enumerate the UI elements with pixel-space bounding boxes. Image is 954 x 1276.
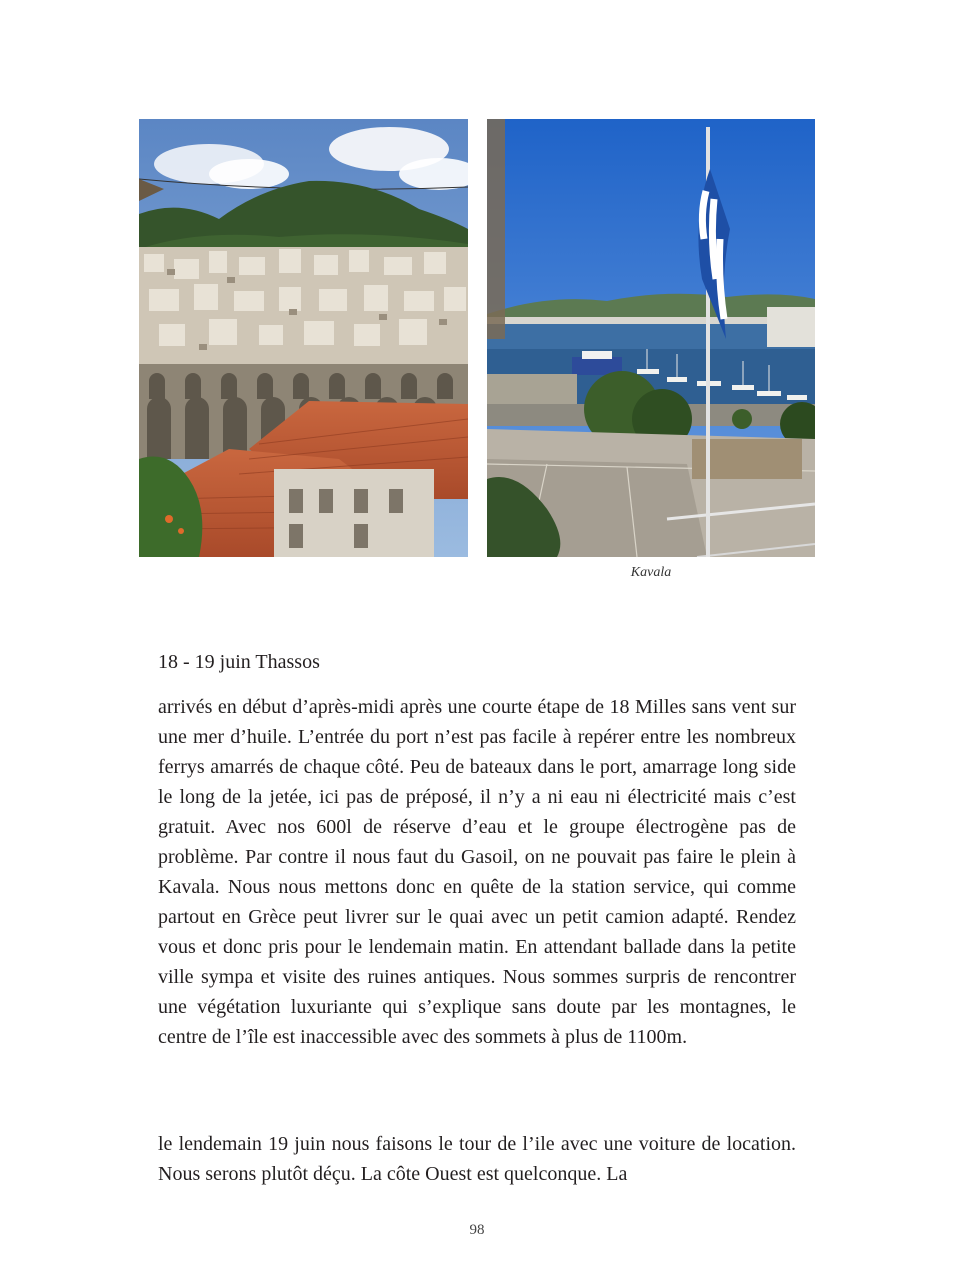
kavala-town-photo <box>139 119 468 557</box>
kavala-town-image <box>139 119 468 557</box>
kavala-port-image <box>487 119 815 557</box>
page-number: 98 <box>469 1222 485 1238</box>
kavala-port-photo <box>487 119 815 557</box>
body-paragraph-1: arrivés en début d’après-midi après une courte étape de 18 Milles sans vent sur une mer d’huile. L’entrée du port n’est pas facile à repérer entre les nombreux ferrys amarrés de chaque côté. Peu de bateaux dans le port, amarrage long side le long de la jetée, ici pas de préposé, il n’y a ni eau ni électricité mais c’est gratuit. Avec nos 600l de réserve d’eau et le groupe électrogène pas de problème. Par contre il nous faut du Gasoil, on ne pouvait pas faire le plein à Kavala. Nous nous mettons donc en quête de la station service, qui comme partout en Grèce peut livrer sur le quai avec un petit camion adapté. Rendez vous et donc pris pour le lendemain matin. En attendant ballade dans la petite ville sympa et visite des ruines antiques. Nous sommes surpris de rencontrer une végétation luxuriante qui s’explique sans doute par les montagnes, le centre de l’île est inaccessible avec des sommets à plus de 1100m. <box>158 696 796 1048</box>
photo-caption: Kavala <box>630 565 672 580</box>
section-heading: 18 - 19 juin Thassos <box>158 651 320 673</box>
body-paragraph-2: le lendemain 19 juin nous faisons le tour de l’ile avec une voiture de location. Nous serons plutôt déçu. La côte Ouest est quelconque. La <box>158 1133 796 1185</box>
